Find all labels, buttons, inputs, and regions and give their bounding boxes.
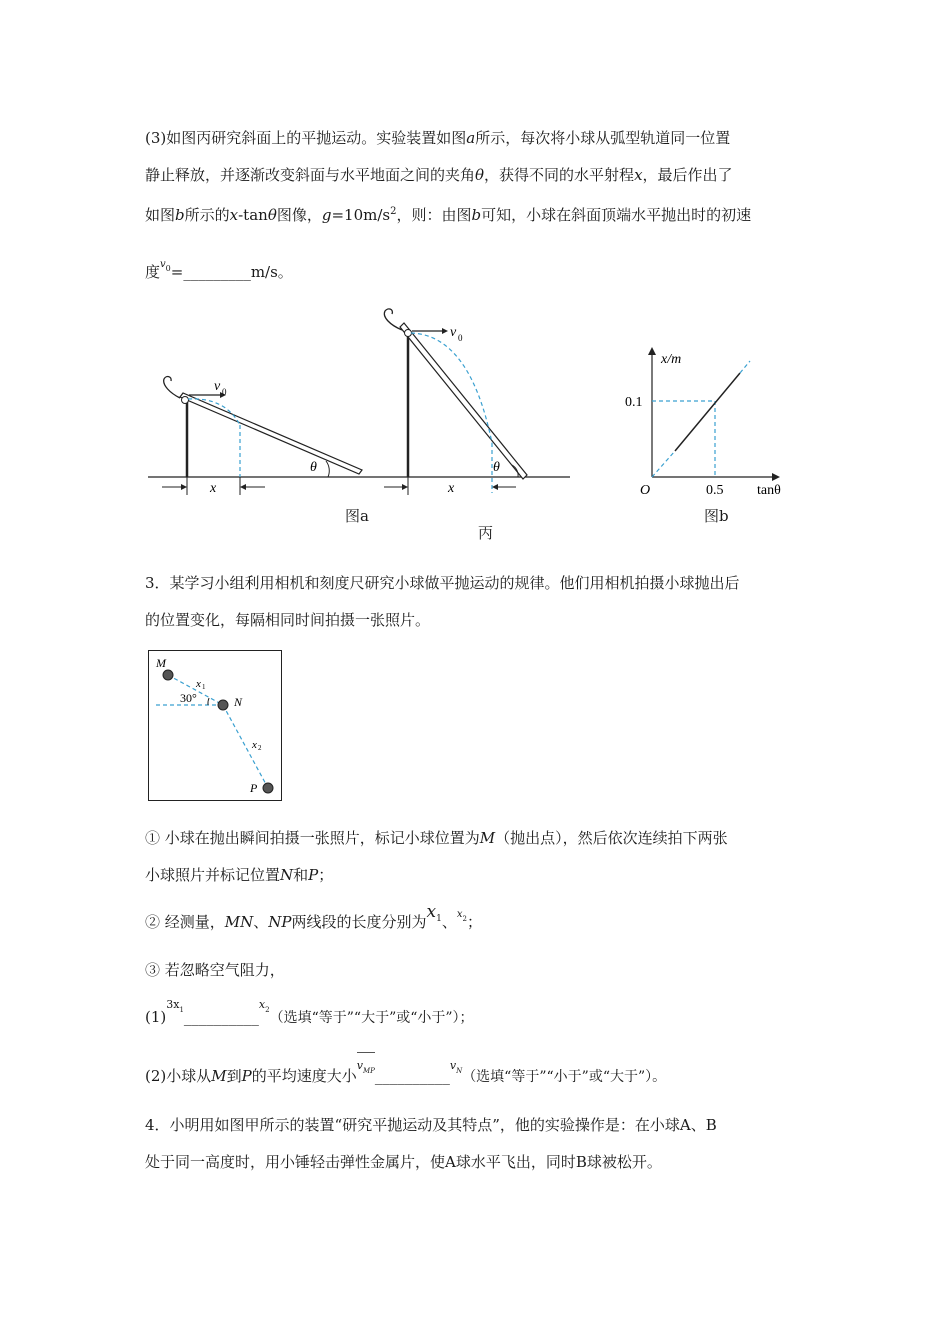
y-axis-arrowhead (648, 347, 656, 355)
figure-a (162, 377, 362, 496)
q3-figure (148, 650, 282, 801)
text: 度 (145, 263, 161, 281)
var-p: P (308, 866, 319, 884)
subscript: 2 (265, 1006, 270, 1014)
text: 和 (293, 866, 309, 884)
var-v: v (160, 259, 166, 270)
graph-x-label: tanθ (757, 483, 781, 498)
text: (3)如图丙研究斜面上的平抛运动。实验装置如图 (145, 129, 467, 147)
fig-b-caption: 图b (704, 507, 729, 525)
var-m: M (479, 829, 496, 847)
var-x1: x (426, 902, 437, 922)
graph-x-tick: 0.5 (706, 483, 724, 498)
label-x1: x (195, 677, 201, 690)
q4-line2: 处于同一高度时，用小锤轻击弹性金属片，使A球水平飞出，同时B球被松开。 (145, 1153, 662, 1171)
text: （抛出点），然后依次连续拍下两张 (495, 829, 728, 847)
ball-p (263, 783, 273, 793)
ball (405, 330, 412, 337)
arrowhead (492, 484, 498, 490)
subscript: 1 (179, 1006, 184, 1014)
label-x1-sub: 1 (201, 682, 205, 691)
text: ② 经测量， (145, 913, 225, 931)
v0-sub: 0 (458, 333, 463, 343)
q3-question2 (145, 1059, 667, 1093)
q3-step2 (145, 902, 482, 939)
q2-part3-line3 (145, 202, 751, 225)
text: -tan (238, 206, 268, 224)
text: ，则：由图 (396, 206, 472, 224)
var-x2: x (258, 998, 266, 1011)
arrowhead (240, 484, 246, 490)
var-theta: θ (267, 206, 277, 224)
q3-question1 (145, 998, 474, 1034)
y-label-text: x/m (661, 352, 682, 367)
q3-step1-line2 (145, 865, 333, 885)
text: ，获得不同的水平射程 (484, 166, 635, 184)
label-angle: 30° (179, 690, 197, 705)
answer-blank-2: __________ (374, 1067, 450, 1085)
q4-line1: 4．小明用如图甲所示的装置“研究平抛运动及其特点”，他的实验操作是：在小球A、B (145, 1116, 717, 1134)
fig-a-caption: 图a (345, 507, 369, 525)
text: ① 小球在抛出瞬间拍摄一张照片，标记小球位置为 (145, 829, 480, 847)
var-n: N (280, 866, 294, 884)
v0-arrowhead (442, 328, 448, 334)
var-v: v (356, 1059, 363, 1072)
incline-board (400, 323, 527, 479)
group-caption: 丙 (478, 524, 494, 542)
v0-sub: 0 (222, 387, 227, 397)
text: 、 (441, 913, 457, 931)
text: 可知，小球在斜面顶端水平抛出时的初速 (481, 206, 752, 224)
text: 静止释放，并逐渐改变斜面与水平地面之间的夹角 (145, 166, 476, 184)
var-g: g (321, 206, 332, 224)
label-x2-sub: 2 (257, 743, 261, 752)
text: ； (466, 913, 482, 931)
var-vn: v (449, 1059, 457, 1072)
text: （选填“等于”“小于”或“大于”）。 (462, 1069, 667, 1085)
ball-n (218, 700, 228, 710)
label-x2: x (251, 738, 257, 751)
text: 小球照片并标记位置 (145, 866, 281, 884)
text: =10m/s (331, 206, 391, 224)
graph-origin: O (640, 483, 651, 498)
q3-intro-line2: 的位置变化，每隔相同时间拍摄一张照片。 (145, 611, 431, 629)
ball-m (163, 670, 173, 680)
label-n: N (233, 694, 242, 709)
var-b: b (471, 206, 482, 224)
q3-step3: ③ 若忽略空气阻力， (145, 961, 285, 979)
text: ，最后作出了 (642, 166, 733, 184)
var-p: P (241, 1067, 252, 1085)
q3-intro-line1: 3．某学习小组利用相机和刻度尺研究小球做平抛运动的规律。他们用相机拍摄小球抛出后 (145, 574, 740, 592)
text: 如图 (145, 206, 176, 224)
q2-part3-line2 (145, 165, 733, 185)
x-label: x (448, 481, 455, 496)
x-label: x (210, 481, 217, 496)
text: 图像， (276, 206, 322, 224)
var-mn: MN (224, 913, 254, 931)
expr-3x1: 3x (166, 998, 180, 1011)
subscript: 2 (462, 915, 467, 923)
text: 的平均速度大小 (251, 1067, 357, 1085)
q3-step1-line1 (145, 828, 728, 848)
ball (182, 397, 189, 404)
theta-label: θ (493, 460, 500, 475)
var-np: NP (268, 913, 292, 931)
v0-label: v (214, 379, 221, 394)
var-x: x (634, 166, 643, 184)
var-x2: x (456, 909, 463, 920)
answer-blank: =_________m/s。 (170, 263, 293, 281)
subscript: N (456, 1067, 463, 1075)
subscript: MP (362, 1067, 375, 1075)
text: 所示，每次将小球从弧型轨道同一位置 (475, 129, 731, 147)
arrowhead (181, 484, 187, 490)
v0-label: v (450, 325, 457, 340)
curved-track (164, 377, 180, 398)
label-p: P (249, 780, 257, 795)
text: 所示的 (184, 206, 230, 224)
var-x: x (229, 206, 239, 224)
text: 、 (253, 913, 269, 931)
line-extension-dashed (740, 361, 750, 373)
label-m: M (155, 655, 166, 670)
answer-blank-1: __________ (183, 1008, 259, 1026)
angle-arc (207, 698, 208, 705)
figure-a-steep (384, 309, 527, 496)
theta-arc (326, 461, 329, 477)
q3-photo-frame (148, 650, 282, 801)
incline-board (180, 393, 362, 474)
var-theta: θ (475, 166, 485, 184)
text: 两线段的长度分别为 (291, 913, 427, 931)
text: 到 (226, 1067, 242, 1085)
text: ； (318, 866, 334, 884)
text: (1) (145, 1008, 167, 1026)
subscript: 1 (436, 914, 442, 924)
var-b: b (175, 206, 185, 224)
subscript: 0 (165, 264, 171, 273)
graph-y-tick: 0.1 (625, 395, 643, 410)
var-m: M (211, 1067, 227, 1085)
text: (2)小球从 (145, 1067, 212, 1085)
q2-part3-line4 (145, 259, 293, 289)
var-a: a (466, 129, 476, 147)
graph-y-label (660, 352, 681, 367)
x-axis-arrowhead (772, 473, 780, 481)
q2-part3-line1 (145, 128, 730, 148)
superscript: 2 (390, 206, 397, 217)
text: （选填“等于”“大于”或“小于”）； (269, 1010, 474, 1026)
data-line (675, 373, 740, 451)
arrowhead (402, 484, 408, 490)
graph-b (625, 347, 781, 498)
line-extension-dashed (652, 451, 675, 477)
figure-bing (140, 305, 800, 545)
theta-label: θ (310, 460, 317, 475)
